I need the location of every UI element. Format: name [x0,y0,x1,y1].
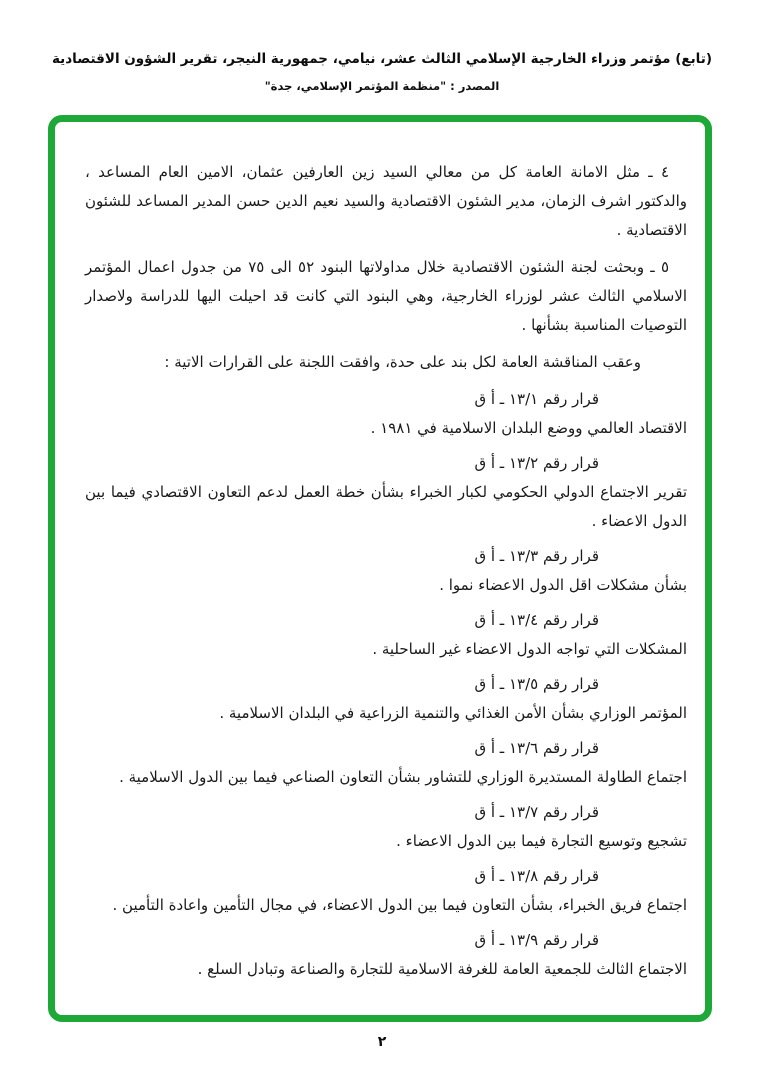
resolution-description: بشأن مشكلات اقل الدول الاعضاء نموا . [439,576,687,594]
resolution-item [85,670,687,728]
resolution-item [85,798,687,856]
report-source: المصدر : "منظمة المؤتمر الإسلامي، جدة" [264,79,500,93]
paragraph-resolutions-intro: وعقب المناقشة العامة لكل بند على حدة، وافقت اللجنة على القرارات الاتية : [164,353,641,371]
resolution-number: قرار رقم ١٣/٢ ـ أ ق [474,454,599,472]
content-frame [48,115,712,1022]
resolution-number: قرار رقم ١٣/٩ ـ أ ق [474,931,599,949]
resolution-item [85,542,687,600]
paragraph-secretariat: ٤ ـ مثل الامانة العامة كل من معالي السيد زين العارفين عثمان، الامين العام المساعد ، والدكتور اشرف الزمان، مدير الشئون الاقتصادية والسيد نعيم الدين حسن المدير المساعد للشئون الاقتصادية . [85,163,687,239]
resolution-item [85,862,687,920]
resolution-number: قرار رقم ١٣/٨ ـ أ ق [474,867,599,885]
resolution-description: اجتماع الطاولة المستديرة الوزاري للتشاور بشأن التعاون الصناعي فيما بين الدول الاسلامية . [119,768,687,786]
report-title: (تابع) مؤتمر وزراء الخارجية الإسلامي الثالث عشر، نيامي، جمهورية النيجر، تقرير الشؤون الاقتصادية [51,51,712,67]
resolution-description: المؤتمر الوزاري بشأن الأمن الغذائي والتنمية الزراعية في البلدان الاسلامية . [219,704,687,722]
resolution-number: قرار رقم ١٣/٦ ـ أ ق [474,739,599,757]
resolution-number: قرار رقم ١٣/٥ ـ أ ق [474,675,599,693]
resolution-number: قرار رقم ١٣/١ ـ أ ق [474,390,599,408]
resolution-description: الاجتماع الثالث للجمعية العامة للغرفة الاسلامية للتجارة والصناعة وتبادل السلع . [197,960,687,978]
resolution-item [85,606,687,664]
resolution-number: قرار رقم ١٣/٧ ـ أ ق [474,803,599,821]
content-body [55,122,705,984]
resolution-description: تقرير الاجتماع الدولي الحكومي لكبار الخبراء بشأن خطة العمل لدعم التعاون الاقتصادي فيما بين الدول الاعضاء . [85,483,687,530]
resolutions-list [85,385,687,984]
resolution-number: قرار رقم ١٣/٤ ـ أ ق [474,611,599,629]
resolution-item [85,385,687,443]
resolution-number: قرار رقم ١٣/٣ ـ أ ق [474,547,599,565]
resolution-description: الاقتصاد العالمي ووضع البلدان الاسلامية في ١٩٨١ . [370,419,687,437]
resolution-description: تشجيع وتوسيع التجارة فيما بين الدول الاعضاء . [396,832,687,850]
resolution-description: المشكلات التي تواجه الدول الاعضاء غير الساحلية . [372,640,687,658]
resolution-item [85,734,687,792]
resolution-item [85,449,687,536]
page-number: ٢ [377,1034,387,1050]
resolution-description: اجتماع فريق الخبراء، بشأن التعاون فيما بين الدول الاعضاء، في مجال التأمين واعادة التأمين . [112,896,687,914]
paragraph-committee-review: ٥ ـ وبحثت لجنة الشئون الاقتصادية خلال مداولاتها البنود ٥٢ الى ٧٥ من جدول اعمال المؤتمر الاسلامي الثالث عشر لوزراء الخارجية، وهي البنود التي كانت قد احيلت اليها للدراسة ولاصدار التوصيات المناسبة بشأنها . [85,258,687,334]
resolution-item [85,926,687,984]
report-header [0,48,764,96]
